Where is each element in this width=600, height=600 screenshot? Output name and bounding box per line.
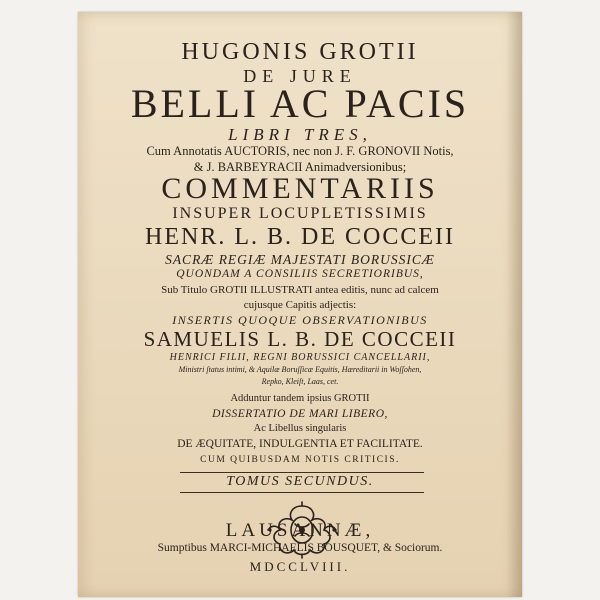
ministri-line: Ministri ſtatus intimi, & Aquilæ Boruſſicæ Equitis, Hæreditarii in Woſſohen, (178, 365, 422, 374)
sub-titulo-line-1: Sub Titulo GROTII ILLUSTRATI antea editis, nunc ad calcem (161, 284, 439, 296)
title-page (78, 12, 522, 597)
main-title: BELLI AC PACIS (130, 81, 470, 126)
sacrae-line: SACRÆ REGIÆ MAJESTATI BORUSSICÆ (165, 252, 435, 267)
ac-libellus-line: Ac Libellus singularis (253, 423, 347, 434)
libri-tres-line: LIBRI TRES, (228, 125, 372, 144)
year-line: MDCCLVIII. (249, 559, 351, 574)
de-aequitate-line: DE ÆQUITATE, INDULGENTIA ET FACILITATE. (177, 438, 423, 450)
de-jure-line: DE JURE (243, 66, 357, 86)
cum-quibusdam-line: CUM QUIBUSDAM NOTIS CRITICIS. (200, 455, 400, 465)
repkow-line: Repko, Kleiſt, Laas, cet. (261, 377, 339, 386)
insuper-line: INSUPER LOCUPLETISSIMIS (172, 205, 428, 222)
quondam-line: QUONDAM A CONSILIIS SECRETIORIBUS, (176, 268, 424, 280)
samuelis-line: SAMUELIS L. B. DE COCCEII (143, 327, 457, 351)
insertis-line: INSERTIS QUOQUE OBSERVATIONIBUS (172, 313, 428, 327)
annotations-line-2: & J. BARBEYRACII Animadversionibus; (193, 160, 407, 174)
publisher-line: Sumptibus MARCI-MICHAELIS BOUSQUET, & Sociorum. (157, 542, 443, 554)
tomus-line: TOMUS SECUNDUS. (226, 474, 374, 489)
author-line: HUGONIS GROTII (181, 39, 419, 65)
adduntur-line: Adduntur tandem ipsius GROTII (230, 393, 370, 404)
commentariis-line: COMMENTARIIS (161, 172, 439, 205)
bottom-rule (180, 492, 424, 493)
henrici-line: HENRICI FILII, REGNI BORUSSICI CANCELLARII, (169, 352, 431, 363)
sub-titulo-line-2: cujusque Capitis adjectis: (243, 299, 357, 311)
dissertatio-line: DISSERTATIO DE MARI LIBERO, (212, 408, 388, 420)
annotations-line-1: Cum Annotatis AUCTORIS, nec non J. F. GRONOVII Notis, (146, 144, 454, 158)
city-line: LAUSANNÆ, (225, 520, 375, 541)
top-rule (180, 472, 424, 473)
henr-line: HENR. L. B. DE COCCEII (145, 224, 455, 250)
